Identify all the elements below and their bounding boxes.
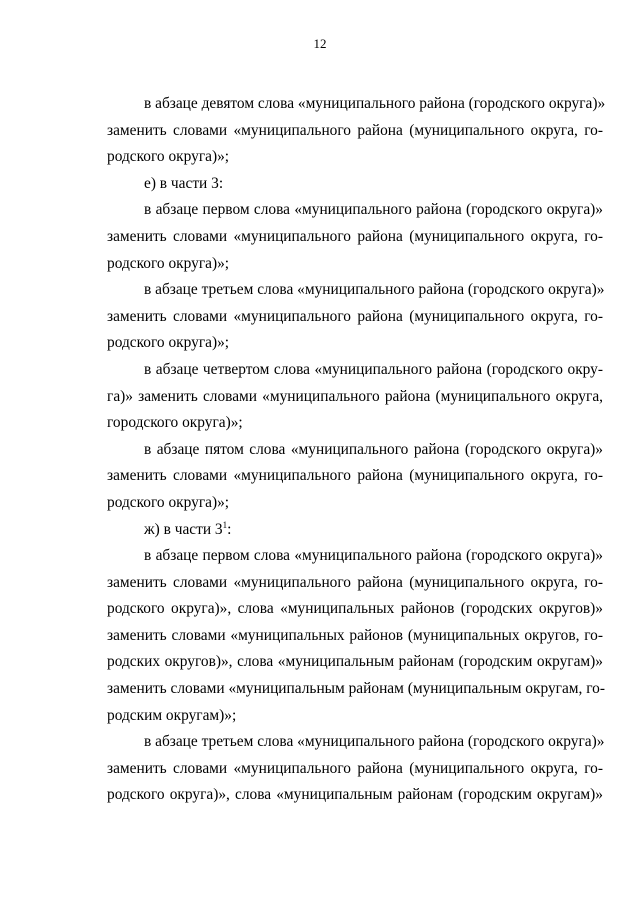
paragraph-line: родского округа)»; bbox=[107, 493, 230, 511]
paragraph-line: в абзаце пятом слова «муниципального района (городского округа)» bbox=[144, 440, 603, 458]
paragraph bbox=[107, 171, 603, 198]
superscript: 1 bbox=[222, 519, 228, 530]
paragraph bbox=[107, 517, 603, 544]
paragraph-line: родского округа)», слова «муниципальных районов (городских округов)» bbox=[107, 600, 603, 618]
paragraph-line: в абзаце четвертом слова «муниципального района (городского окру- bbox=[144, 360, 603, 378]
paragraph bbox=[107, 197, 603, 277]
paragraph bbox=[107, 91, 606, 171]
paragraph-line: в абзаце первом слова «муниципального района (городского округа)» bbox=[144, 201, 603, 219]
paragraph-line: заменить словами «муниципального района (муниципального округа, го- bbox=[107, 573, 603, 591]
paragraph bbox=[107, 543, 603, 729]
line-text: ж) в части 3 bbox=[144, 520, 223, 538]
paragraph bbox=[107, 357, 603, 437]
page-number: 12 bbox=[313, 36, 327, 51]
paragraph-line: родского округа)»; bbox=[107, 254, 230, 272]
paragraph-line: заменить словами «муниципального района (муниципального округа, го- bbox=[107, 227, 603, 245]
paragraph-line: родского округа)»; bbox=[107, 334, 230, 352]
paragraph-line: в абзаце первом слова «муниципального района (городского округа)» bbox=[144, 547, 603, 565]
paragraph-line: е) в части 3: bbox=[144, 174, 224, 192]
paragraph-line: заменить словами «муниципальным районам (муниципальным округам, го- bbox=[107, 680, 605, 698]
paragraph-line: в абзаце девятом слова «муниципального района (городского округа)» bbox=[144, 95, 606, 112]
paragraph-line: родского округа)»; bbox=[107, 148, 230, 166]
paragraph-line: заменить словами «муниципальных районов (муниципальных округов, го- bbox=[107, 626, 603, 644]
line-text: : bbox=[227, 520, 232, 538]
document-body bbox=[107, 91, 606, 809]
paragraph-line: родского округа)», слова «муниципальным районам (городским округам)» bbox=[107, 786, 603, 804]
paragraph bbox=[107, 277, 603, 357]
paragraph-line: городского округа)»; bbox=[107, 414, 243, 432]
paragraph-line: родским округам)»; bbox=[107, 706, 237, 724]
paragraph-line bbox=[107, 517, 603, 544]
paragraph-line: родских округов)», слова «муниципальным районам (городским округам)» bbox=[107, 653, 603, 671]
paragraph-line: в абзаце третьем слова «муниципального района (городского округа)» bbox=[144, 281, 605, 299]
paragraph-line: заменить словами «муниципального района (муниципального округа, го- bbox=[107, 759, 603, 777]
paragraph-line: га)» заменить словами «муниципального района (муниципального округа, bbox=[107, 387, 603, 405]
paragraph bbox=[107, 729, 603, 809]
paragraph-line: заменить словами «муниципального района (муниципального округа, го- bbox=[107, 467, 603, 485]
paragraph-line: в абзаце третьем слова «муниципального района (городского округа)» bbox=[144, 733, 605, 751]
paragraph bbox=[107, 437, 603, 517]
paragraph-line: заменить словами «муниципального района (муниципального округа, го- bbox=[107, 307, 603, 325]
paragraph-line: заменить словами «муниципального района (муниципального округа, го- bbox=[107, 121, 603, 139]
